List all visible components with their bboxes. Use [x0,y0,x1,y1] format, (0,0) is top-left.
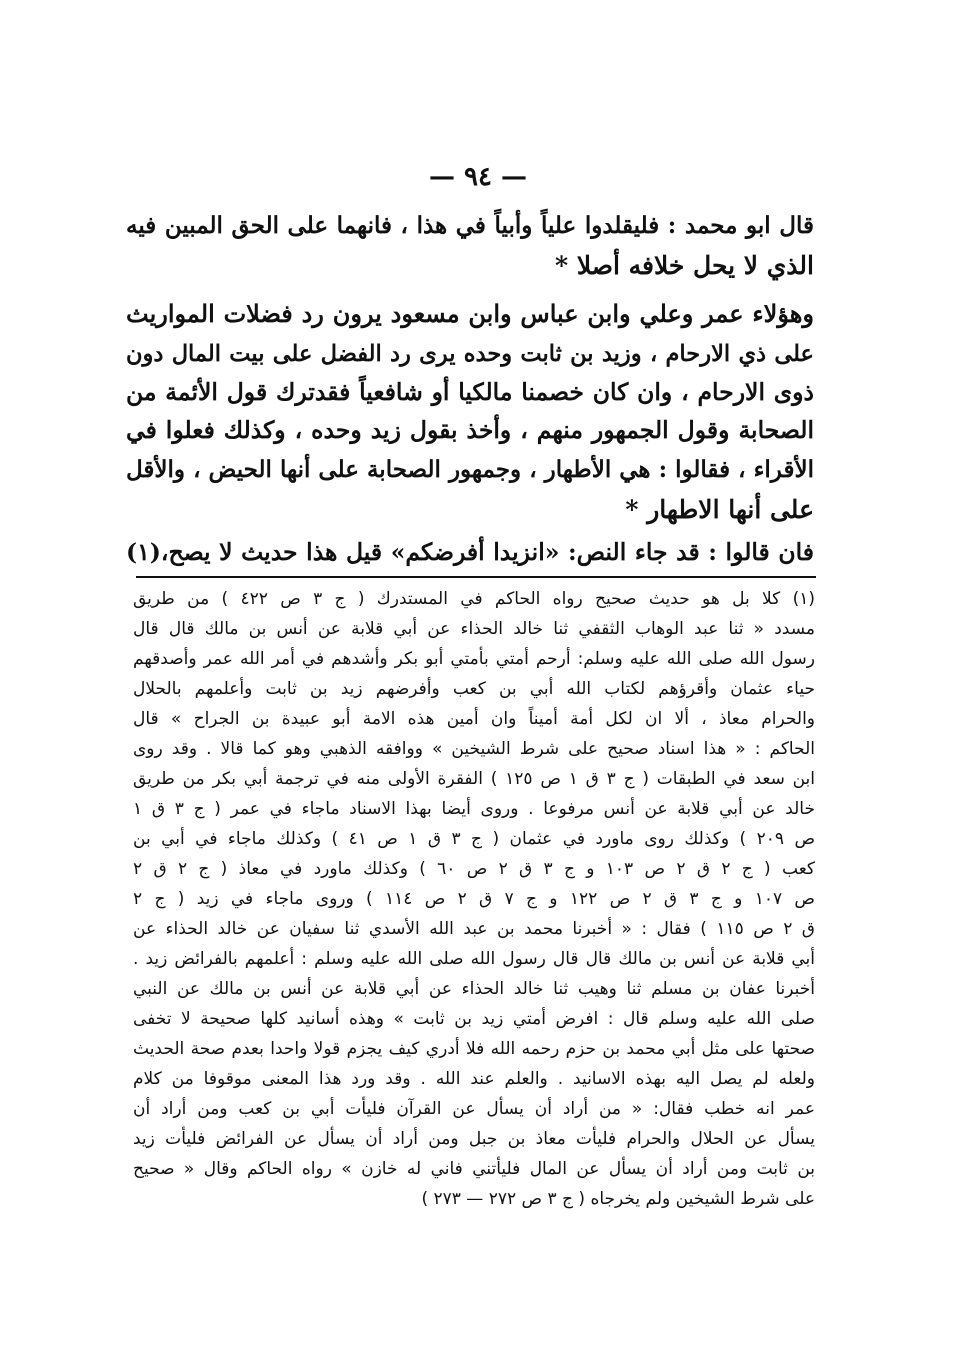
footnote-line: على شرط الشيخين ولم يخرجاه ( ج ٣ ص ٢٧٢ — ٢٧٣ ) [421,1189,815,1209]
footnote-line: (١) كلا بل هو حديث صحيح رواه الحاكم في المستدرك ( ج ٣ ص ٤٢٢ ) من طريق [133,589,815,609]
footnote-line: صحتها على مثل أبي محمد بن حزم رحمه الله فلا أدري كيف يجزم قولا واحدا بعدم صحة الحديث [133,1039,815,1059]
main-text-line: قال ابو محمد : فليقلدوا علياً وأبياً في هذا ، فانهما على الحق المبين فيه [126,212,814,239]
main-text-line: الذي لا يحل خلافه أصلا * [555,251,814,280]
footnote-separator [136,576,816,578]
footnote-line: أبي قلابة عن أنس بن مالك قال قال رسول الله صلى الله عليه وسلم : أعلمهم بالفرائض زيد . [133,949,815,969]
footnote-line: ابن سعد في الطبقات ( ج ٣ ق ١ ص ١٢٥ ) الفقرة الأولى منه في ترجمة أبي بكر من طريق [133,769,815,789]
footnote-line: حياء عثمان وأقرؤهم لكتاب الله أبي بن كعب وأفرضهم زيد بن ثابت وأعلمهم بالحلال [133,679,815,699]
footnote-line: ص ١٠٧ و ج ٣ ق ٢ ص ١٢٢ و ج ٧ ق ٢ ص ١١٤ ) وروى ماجاء في زيد ( ج ٢ [133,889,815,909]
main-text-line: فان قالوا : قد جاء النص: «انزيدا أفرضكم» قيل هذا حديث لا يصح،(١) [126,538,814,566]
footnote-line: كعب ( ج ٢ ق ٢ ص ١٠٣ و ج ٣ ق ٢ ص ٦٠ ) وكذلك ماورد في معاذ ( ج ٢ ق ٢ [133,859,815,879]
footnote-line: يسأل عن الحلال والحرام فليأت معاذ بن جبل ومن أراد أن يسأل عن الفرائض فليأت زيد [133,1129,815,1149]
footnote-line: خالد عن أبي قلابة عن أنس مرفوعا . وروى أيضا بهذا الاسناد ماجاء في عمر ( ج ٣ ق ١ [133,799,815,819]
page-number: — ٩٤ — [428,162,528,192]
footnote-line: ولعله لم يصل اليه بهذه الاسانيد . والعلم عند الله . وقد ورد هذا المعنى موقوفا من كلام [133,1069,815,1089]
main-text-line: الصحابة وقول الجمهور منهم ، وأخذ بقول زيد وحده ، وكذلك فعلوا في [126,416,814,444]
footnote-line: بن ثابت ومن أراد أن يسأل عن المال فليأتني فاني له خازن » رواه الحاكم وقال « صحيح [133,1159,815,1179]
footnote-line: الحاكم : « هذا اسناد صحيح على شرط الشيخين » ووافقه الذهبي وهو كما قالا . وقد روى [133,739,815,759]
main-text-line: ذوى الارحام ، وان كان خصمنا مالكيا أو شافعياً فقدترك قول الأئمة من [126,378,814,406]
footnote-line: رسول الله صلى الله عليه وسلم: أرحم أمتي بأمتي أبو بكر وأشدهم في أمر الله عمر وأصدقهم [133,649,815,669]
main-text-line: على ذي الارحام ، وزيد بن ثابت وحده يرى رد الفضل على بيت المال دون [126,341,814,367]
main-text-line: على أنها الاطهار * [625,495,814,524]
footnote-line: ق ٢ ص ١١٥ ) فقال : « أخبرنا محمد بن عبد الله الأسدي ثنا سفيان عن خالد الحذاء عن [133,919,815,939]
footnote-line: صلى الله عليه وسلم قال : افرض أمتي زيد بن ثابت » وهذه أسانيد كلها صحيحة لا تخفى [133,1009,815,1029]
main-text-line: وهؤلاء عمر وعلي وابن عباس وابن مسعود يرون رد فضلات المواريث [126,299,814,328]
main-text-line: الأقراء ، فقالوا : هي الأطهار ، وجمهور الصحابة على أنها الحيض ، والأقل [126,456,814,483]
footnote-line: ص ٢٠٩ ) وكذلك روى ماورد في عثمان ( ج ٣ ق ١ ص ٤١ ) وكذلك ماجاء في أبي بن [133,829,815,849]
footnote-line: والحرام معاذ ، ألا ان لكل أمة أميناً وان أمين هذه الامة أبو عبيدة بن الجراح » قال [133,709,815,729]
footnote-line: عمر انه خطب فقال: « من أراد أن يسأل عن القرآن فليأت أبي بن كعب ومن أراد أن [133,1099,815,1119]
footnote-line: أخبرنا عفان بن مسلم ثنا وهيب ثنا خالد الحذاء عن أبي قلابة عن أنس بن مالك عن النبي [133,979,815,999]
footnote-line: مسدد « ثنا عبد الوهاب الثقفي ثنا خالد الحذاء عن أبي قلابة عن أنس بن مالك قال قال [133,619,815,639]
